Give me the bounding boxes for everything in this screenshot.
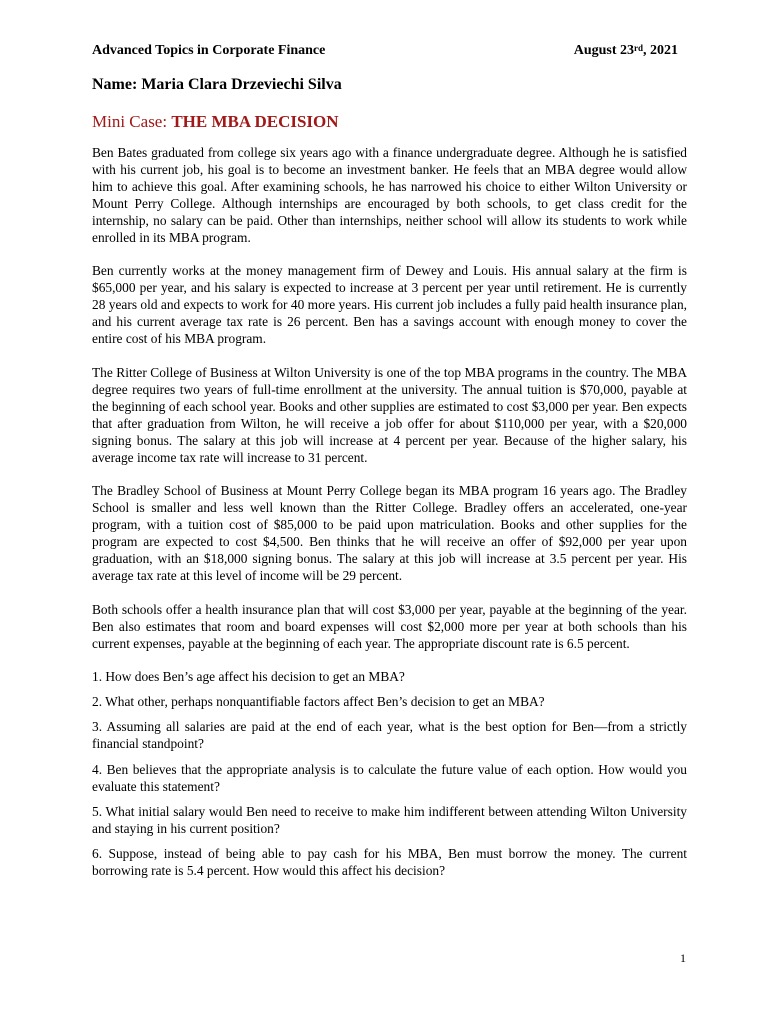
question-item: 6. Suppose, instead of being able to pay cash for his MBA, Ben must borrow the money. The current borrowing rate is 5.4 percent. How would this affect his decision? [92,846,687,879]
question-item: 4. Ben believes that the appropriate analysis is to calculate the future value of each option. How would you evaluate this statement? [92,761,687,794]
case-body [92,145,687,889]
question-item: 2. What other, perhaps nonquantifiable factors affect Ben’s decision to get an MBA? [92,693,545,709]
paragraph: The Ritter College of Business at Wilton University is one of the top MBA programs in the country. The MBA degree requires two years of full-time enrollment at the university. The annual tuition is $70,000, payable at the beginning of each school year. Books and other supplies are estimated to cost $3,000 per year. Ben expects that after graduation from Wilton, he will receive a job offer for about $110,000 per year, with a $20,000 signing bonus. The salary at this job will increase at 4 percent per year. Because of the higher salary, his average income tax rate will increase to 31 percent. [92,364,687,465]
question-item: 5. What initial salary would Ben need to receive to make him indifferent between attending Wilton University and staying in his current position? [92,804,687,836]
question-item: 3. Assuming all salaries are paid at the end of each year, what is the best option for Ben—from a strictly financial standpoint? [92,719,687,752]
paragraph: Ben Bates graduated from college six years ago with a finance undergraduate degree. Although he is satisfied with his current job, his goal is to become an investment banker. He feels that an MBA degree would allow him to achieve this goal. After examining schools, he has narrowed his choice to either Wilton University or Mount Perry College. Although internships are encouraged by both schools, to get class credit for the internship, no salary can be paid. Other than internships, neither school will allow its students to work while enrolled in its MBA program. [92,145,687,245]
case-prefix: Mini Case: [92,112,172,131]
page-number: 1 [680,951,686,965]
paragraph: Ben currently works at the money management firm of Dewey and Louis. His annual salary at the firm is $65,000 per year, and his salary is expected to increase at 3 percent per year until retirement. He is currently 28 years old and expects to work for 40 more years. His current job includes a fully paid health insurance plan, and his current average tax rate is 26 percent. Ben has a savings account with enough money to cover the entire cost of his MBA program. [92,263,687,347]
header-date [574,42,678,60]
date-year: , 2021 [643,43,678,58]
date-suffix: rd [634,43,643,53]
paragraph: Both schools offer a health insurance plan that will cost $3,000 per year, payable at the beginning of the year. Ben also estimates that room and board expenses will cost $2,000 more per year at both schools than his current expenses, payable at the beginning of each year. The appropriate discount rate is 6.5 percent. [92,601,687,651]
student-name: Name: Maria Clara Drzeviechi Silva [92,76,342,93]
course-title: Advanced Topics in Corporate Finance [92,43,326,58]
case-heading [92,112,339,132]
question-list [92,669,687,881]
paragraph: The Bradley School of Business at Mount Perry College began its MBA program 16 years ago. The Bradley School is smaller and less well known than the Ritter College. Bradley offers an accelerated, one-year program, with a tuition cost of $85,000 to be paid upon matriculation. Books and other supplies for the program are expected to cost $4,500. Ben thinks that he will receive an offer of $92,000 per year upon graduation, with an $18,000 signing bonus. The salary at this job will increase at 3.5 percent per year. His average tax rate at this level of income will be 29 percent. [92,483,687,583]
date-main: August 23 [573,43,634,58]
question-item: 1. How does Ben’s age affect his decision to get an MBA? [92,668,405,684]
case-title: THE MBA DECISION [171,112,339,131]
